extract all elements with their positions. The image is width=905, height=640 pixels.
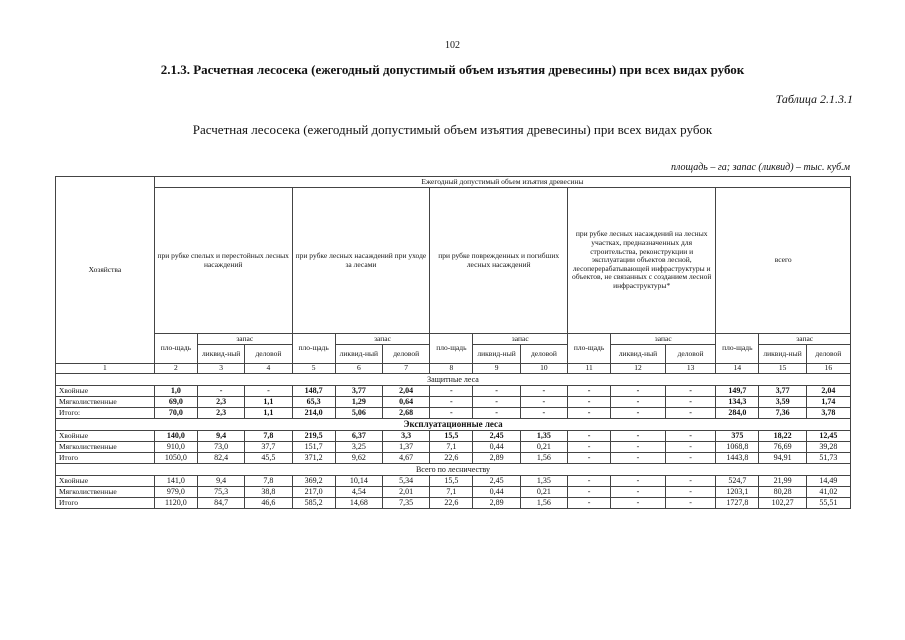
value-cell: 84,7 xyxy=(197,498,244,509)
value-cell: - xyxy=(430,408,473,419)
value-cell: - xyxy=(665,431,715,442)
value-cell: 7,8 xyxy=(245,431,292,442)
value-cell: - xyxy=(473,408,520,419)
value-cell: 2,89 xyxy=(473,453,520,464)
value-cell: 51,73 xyxy=(806,453,850,464)
header-liquid: ликвид-ный xyxy=(759,345,806,364)
value-cell: 1443,8 xyxy=(716,453,759,464)
value-cell: 1,29 xyxy=(335,397,382,408)
value-cell: 219,5 xyxy=(292,431,335,442)
header-area: пло-щадь xyxy=(154,334,197,364)
value-cell: - xyxy=(430,397,473,408)
table-row xyxy=(56,498,851,509)
value-cell: 3,3 xyxy=(383,431,430,442)
value-cell: - xyxy=(568,498,611,509)
table-row xyxy=(56,476,851,487)
value-cell: 14,49 xyxy=(806,476,850,487)
column-number: 3 xyxy=(197,364,244,374)
header-area: пло-щадь xyxy=(716,334,759,364)
value-cell: 141,0 xyxy=(154,476,197,487)
column-number: 13 xyxy=(665,364,715,374)
value-cell: 69,0 xyxy=(154,397,197,408)
value-cell: 4,54 xyxy=(335,487,382,498)
value-cell: - xyxy=(665,476,715,487)
value-cell: 102,27 xyxy=(759,498,806,509)
table-caption: Расчетная лесосека (ежегодный допустимый объем изъятия древесины) при всех видах рубок xyxy=(192,122,713,137)
header-liquid: ликвид-ный xyxy=(335,345,382,364)
value-cell: 3,77 xyxy=(759,386,806,397)
value-cell: 979,0 xyxy=(154,487,197,498)
value-cell: 15,5 xyxy=(430,476,473,487)
farm-cell: Итого: xyxy=(56,408,155,419)
value-cell: 7,1 xyxy=(430,487,473,498)
value-cell: 0,44 xyxy=(473,442,520,453)
value-cell: - xyxy=(473,386,520,397)
value-cell: - xyxy=(473,397,520,408)
value-cell: - xyxy=(568,397,611,408)
header-area: пло-щадь xyxy=(430,334,473,364)
header-liquid: ликвид-ный xyxy=(197,345,244,364)
value-cell: 369,2 xyxy=(292,476,335,487)
value-cell: 910,0 xyxy=(154,442,197,453)
value-cell: 9,4 xyxy=(197,476,244,487)
header-business: деловой xyxy=(665,345,715,364)
header-category: всего xyxy=(716,188,851,334)
section-row xyxy=(56,419,851,431)
value-cell: 1,56 xyxy=(520,453,567,464)
value-cell: 82,4 xyxy=(197,453,244,464)
section-title: Эксплуатационные леса xyxy=(56,419,851,431)
value-cell: 76,69 xyxy=(759,442,806,453)
section-title: Защитные леса xyxy=(56,374,851,386)
value-cell: 3,78 xyxy=(806,408,850,419)
value-cell: 94,91 xyxy=(759,453,806,464)
value-cell: 21,99 xyxy=(759,476,806,487)
value-cell: 0,44 xyxy=(473,487,520,498)
value-cell: 41,02 xyxy=(806,487,850,498)
value-cell: 3,77 xyxy=(335,386,382,397)
header-category: при рубке лесных насаждений при уходе за лесами xyxy=(292,188,430,334)
value-cell: 7,8 xyxy=(245,476,292,487)
value-cell: 1,74 xyxy=(806,397,850,408)
value-cell: 1,37 xyxy=(383,442,430,453)
value-cell: 7,1 xyxy=(430,442,473,453)
value-cell: 65,3 xyxy=(292,397,335,408)
value-cell: 37,7 xyxy=(245,442,292,453)
value-cell: 214,0 xyxy=(292,408,335,419)
value-cell: 0,21 xyxy=(520,487,567,498)
value-cell: 22,6 xyxy=(430,498,473,509)
farm-cell: Мягколиственные xyxy=(56,487,155,498)
value-cell: 22,6 xyxy=(430,453,473,464)
column-number: 10 xyxy=(520,364,567,374)
value-cell: 2,68 xyxy=(383,408,430,419)
header-farm: Хозяйства xyxy=(56,177,155,364)
value-cell: 375 xyxy=(716,431,759,442)
value-cell: - xyxy=(568,386,611,397)
value-cell: 2,3 xyxy=(197,408,244,419)
header-business: деловой xyxy=(806,345,850,364)
column-number: 14 xyxy=(716,364,759,374)
value-cell: 73,0 xyxy=(197,442,244,453)
value-cell: 148,7 xyxy=(292,386,335,397)
value-cell: 70,0 xyxy=(154,408,197,419)
value-cell: 1120,0 xyxy=(154,498,197,509)
header-business: деловой xyxy=(520,345,567,364)
header-group: Ежегодный допустимый объем изъятия древесины xyxy=(154,177,850,188)
header-liquid: ликвид-ный xyxy=(611,345,666,364)
value-cell: - xyxy=(611,476,666,487)
value-cell: - xyxy=(197,386,244,397)
value-cell: - xyxy=(568,476,611,487)
column-number: 12 xyxy=(611,364,666,374)
table-row xyxy=(56,397,851,408)
value-cell: - xyxy=(568,408,611,419)
value-cell: 2,01 xyxy=(383,487,430,498)
value-cell: - xyxy=(568,487,611,498)
header-area: пло-щадь xyxy=(568,334,611,364)
header-category: при рубке спелых и перестойных лесных насаждений xyxy=(154,188,292,334)
value-cell: 151,7 xyxy=(292,442,335,453)
column-number: 11 xyxy=(568,364,611,374)
table-row xyxy=(56,431,851,442)
value-cell: 0,21 xyxy=(520,442,567,453)
units-note: площадь – га; запас (ликвид) – тыс. куб.м xyxy=(670,162,850,173)
value-cell: 80,28 xyxy=(759,487,806,498)
allowable-cut-table xyxy=(55,176,851,509)
value-cell: - xyxy=(430,386,473,397)
value-cell: 6,37 xyxy=(335,431,382,442)
header-category: при рубке лесных насаждений на лесных участках, предназначенных для строительства, реконструкции и эксплуатации объектов лесной, лесоперерабатывающей инфраструктуры и объектов, не связанных с созданием лесной инфраструктуры* xyxy=(568,188,716,334)
value-cell: 134,3 xyxy=(716,397,759,408)
value-cell: 1727,8 xyxy=(716,498,759,509)
farm-cell: Мягколиственные xyxy=(56,397,155,408)
column-number: 16 xyxy=(806,364,850,374)
section-row xyxy=(56,464,851,476)
section-row xyxy=(56,374,851,386)
column-number: 2 xyxy=(154,364,197,374)
table-row xyxy=(56,442,851,453)
value-cell: 46,6 xyxy=(245,498,292,509)
column-number: 4 xyxy=(245,364,292,374)
value-cell: 585,2 xyxy=(292,498,335,509)
value-cell: - xyxy=(665,498,715,509)
farm-cell: Мягколиственные xyxy=(56,442,155,453)
value-cell: 15,5 xyxy=(430,431,473,442)
value-cell: - xyxy=(611,498,666,509)
farm-cell: Хвойные xyxy=(56,386,155,397)
column-number: 6 xyxy=(335,364,382,374)
value-cell: 2,89 xyxy=(473,498,520,509)
table-row xyxy=(56,453,851,464)
value-cell: 1,56 xyxy=(520,498,567,509)
farm-cell: Итого xyxy=(56,453,155,464)
value-cell: 1,1 xyxy=(245,397,292,408)
value-cell: 1,35 xyxy=(520,431,567,442)
value-cell: 45,5 xyxy=(245,453,292,464)
header-stock: запас xyxy=(335,334,430,345)
value-cell: 1068,8 xyxy=(716,442,759,453)
value-cell: 284,0 xyxy=(716,408,759,419)
value-cell: - xyxy=(520,397,567,408)
page-number: 102 xyxy=(445,40,460,51)
value-cell: 10,14 xyxy=(335,476,382,487)
value-cell: 1,1 xyxy=(245,408,292,419)
value-cell: 149,7 xyxy=(716,386,759,397)
value-cell: 1,35 xyxy=(520,476,567,487)
value-cell: 371,2 xyxy=(292,453,335,464)
value-cell: 18,22 xyxy=(759,431,806,442)
value-cell: 2,3 xyxy=(197,397,244,408)
value-cell: 3,59 xyxy=(759,397,806,408)
value-cell: - xyxy=(665,397,715,408)
value-cell: 140,0 xyxy=(154,431,197,442)
value-cell: - xyxy=(611,453,666,464)
value-cell: - xyxy=(665,386,715,397)
section-heading: 2.1.3. Расчетная лесосека (ежегодный допустимый объем изъятия древесины) при всех видах рубок xyxy=(160,62,745,77)
table-row xyxy=(56,487,851,498)
value-cell: 2,04 xyxy=(806,386,850,397)
value-cell: 2,04 xyxy=(383,386,430,397)
value-cell: 5,34 xyxy=(383,476,430,487)
value-cell: - xyxy=(611,408,666,419)
column-number: 5 xyxy=(292,364,335,374)
value-cell: - xyxy=(568,431,611,442)
header-stock: запас xyxy=(611,334,716,345)
value-cell: - xyxy=(611,487,666,498)
value-cell: 1050,0 xyxy=(154,453,197,464)
header-stock: запас xyxy=(473,334,568,345)
table-row xyxy=(56,386,851,397)
value-cell: 12,45 xyxy=(806,431,850,442)
value-cell: 0,64 xyxy=(383,397,430,408)
value-cell: 75,3 xyxy=(197,487,244,498)
value-cell: 1203,1 xyxy=(716,487,759,498)
value-cell: - xyxy=(665,487,715,498)
value-cell: - xyxy=(665,442,715,453)
value-cell: - xyxy=(611,397,666,408)
column-number: 1 xyxy=(56,364,155,374)
value-cell: - xyxy=(611,431,666,442)
column-number: 8 xyxy=(430,364,473,374)
value-cell: 14,68 xyxy=(335,498,382,509)
value-cell: 2,45 xyxy=(473,431,520,442)
column-number: 7 xyxy=(383,364,430,374)
header-category: при рубке поврежденных и погибших лесных насаждений xyxy=(430,188,568,334)
header-stock: запас xyxy=(197,334,292,345)
table-row xyxy=(56,408,851,419)
value-cell: 7,36 xyxy=(759,408,806,419)
header-area: пло-щадь xyxy=(292,334,335,364)
value-cell: 3,25 xyxy=(335,442,382,453)
value-cell: - xyxy=(568,453,611,464)
farm-cell: Хвойные xyxy=(56,476,155,487)
column-number: 9 xyxy=(473,364,520,374)
section-title: Всего по лесничеству xyxy=(56,464,851,476)
farm-cell: Итого xyxy=(56,498,155,509)
header-business: деловой xyxy=(245,345,292,364)
table-label: Таблица 2.1.3.1 xyxy=(775,92,853,106)
value-cell: - xyxy=(520,408,567,419)
value-cell: 217,0 xyxy=(292,487,335,498)
value-cell: 9,4 xyxy=(197,431,244,442)
value-cell: 38,8 xyxy=(245,487,292,498)
value-cell: - xyxy=(245,386,292,397)
value-cell: 55,51 xyxy=(806,498,850,509)
value-cell: 4,67 xyxy=(383,453,430,464)
value-cell: 39,28 xyxy=(806,442,850,453)
column-number-row xyxy=(56,364,851,374)
value-cell: - xyxy=(611,442,666,453)
value-cell: 524,7 xyxy=(716,476,759,487)
header-business: деловой xyxy=(383,345,430,364)
value-cell: - xyxy=(665,453,715,464)
value-cell: 9,62 xyxy=(335,453,382,464)
farm-cell: Хвойные xyxy=(56,431,155,442)
value-cell: 2,45 xyxy=(473,476,520,487)
value-cell: - xyxy=(611,386,666,397)
header-stock: запас xyxy=(759,334,851,345)
value-cell: - xyxy=(568,442,611,453)
header-liquid: ликвид-ный xyxy=(473,345,520,364)
value-cell: 7,35 xyxy=(383,498,430,509)
value-cell: - xyxy=(520,386,567,397)
value-cell: - xyxy=(665,408,715,419)
value-cell: 1,0 xyxy=(154,386,197,397)
column-number: 15 xyxy=(759,364,806,374)
value-cell: 5,06 xyxy=(335,408,382,419)
